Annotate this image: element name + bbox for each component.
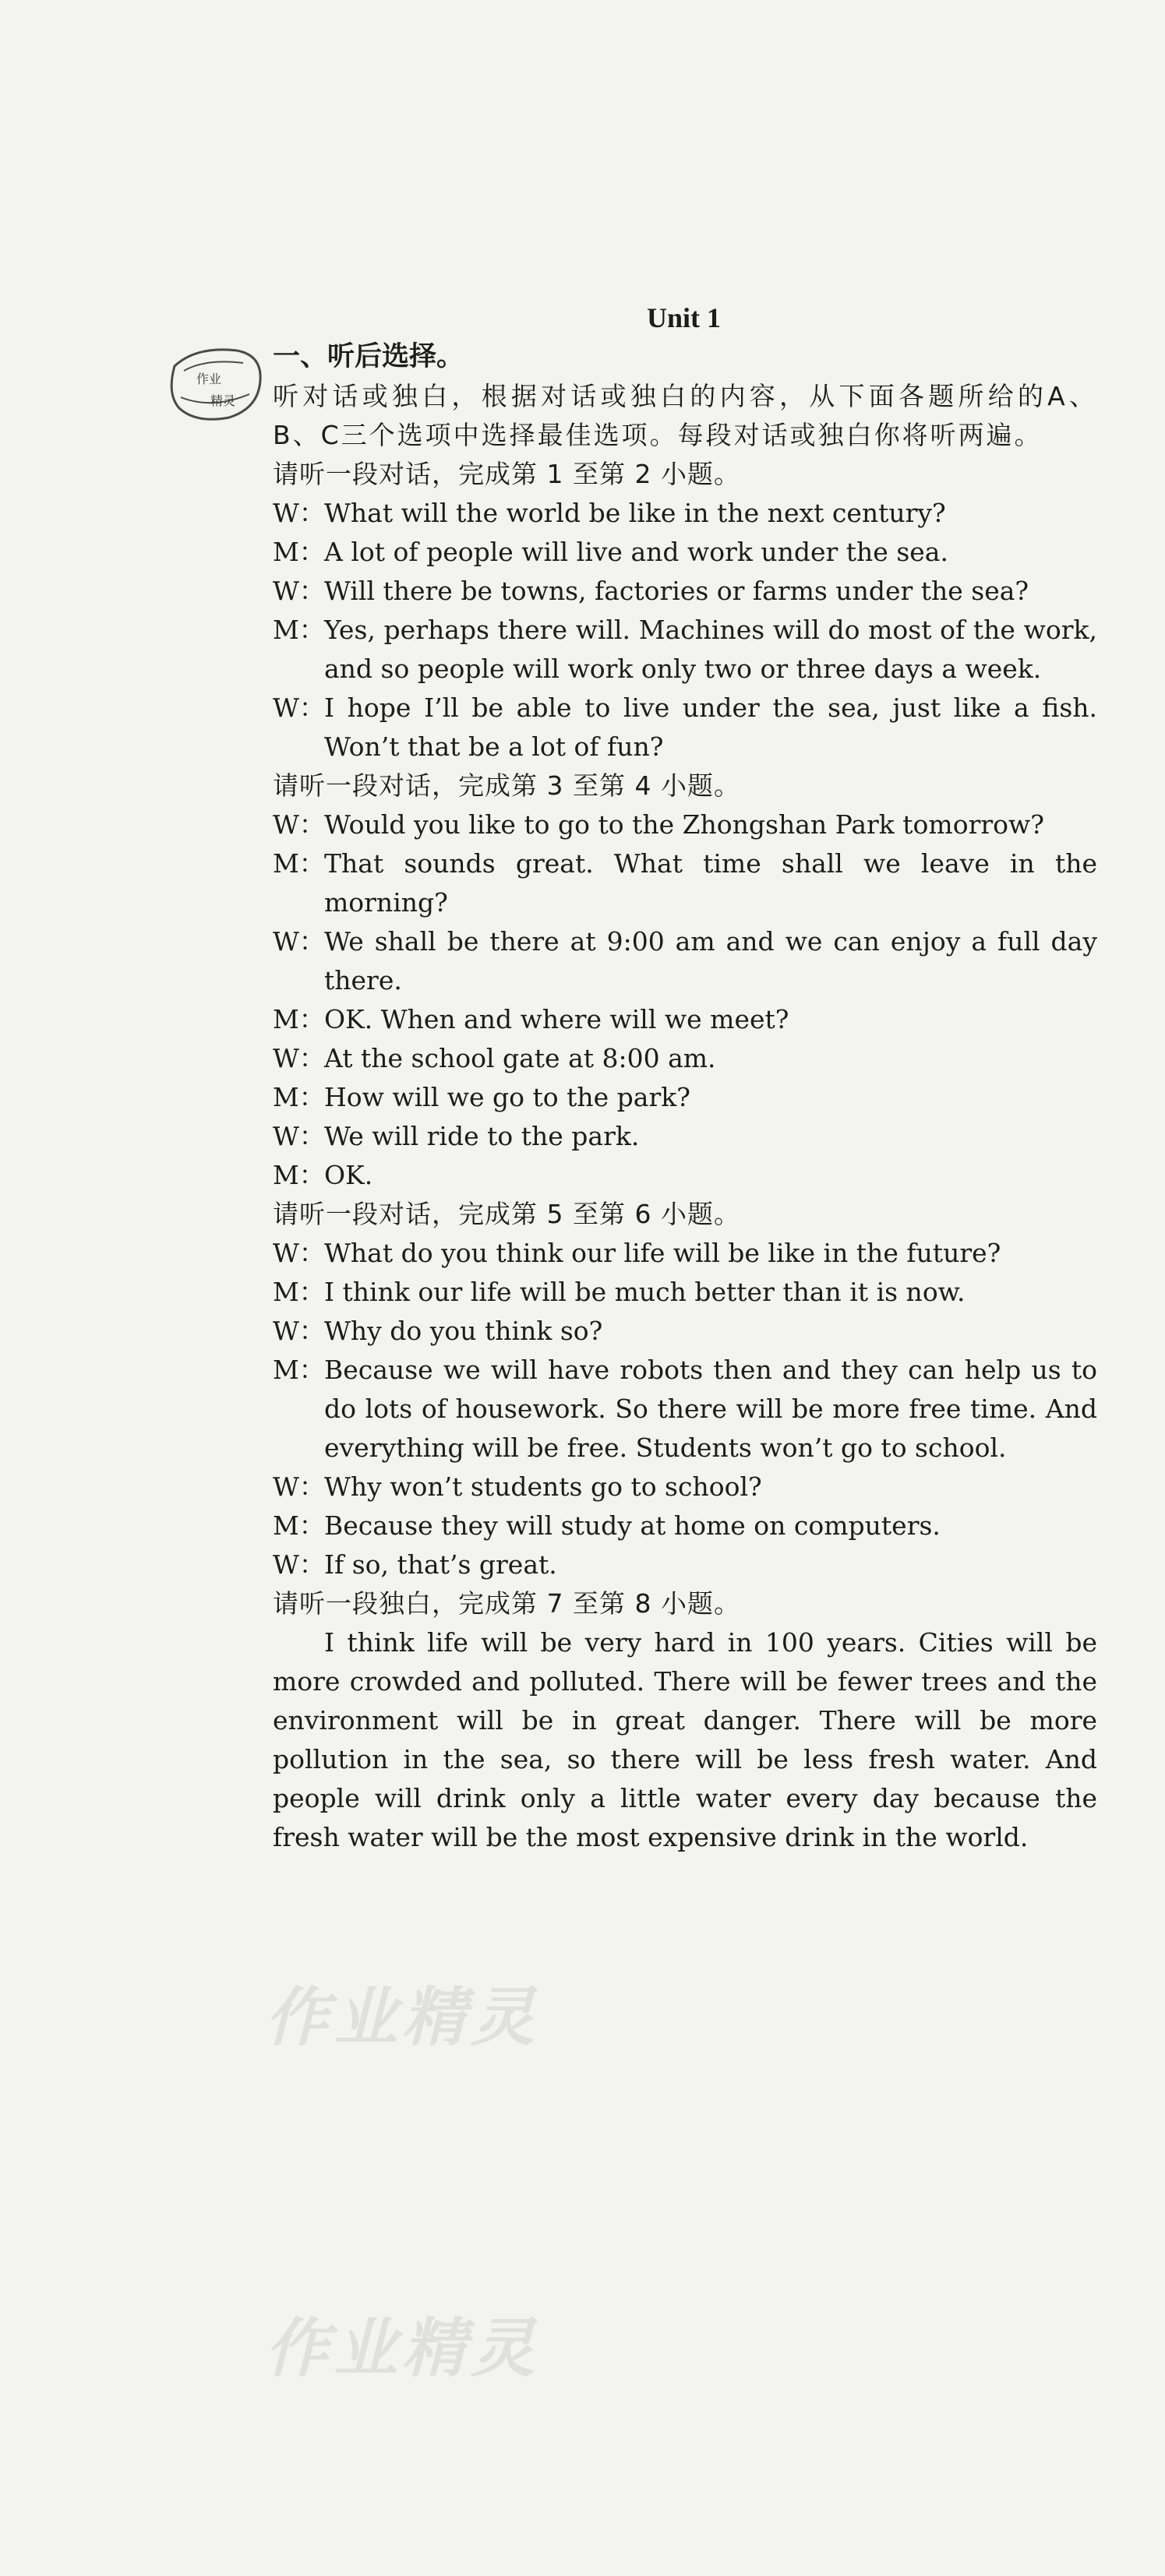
section-heading: 一、听后选择。 xyxy=(273,341,464,372)
part-4-instruction: 请听一段独白，完成第 7 至第 8 小题。 xyxy=(273,1588,740,1619)
line-text: Yes, perhaps there will. Machines will do most of the work, and so people will work only two or three days a week. xyxy=(324,615,1097,684)
dialogue-line xyxy=(273,1506,1097,1545)
speaker-label: W： xyxy=(273,1121,325,1151)
dialogue-line xyxy=(273,1000,1097,1039)
part-2-instruction: 请听一段对话，完成第 3 至第 4 小题。 xyxy=(273,770,740,801)
dialogue-line xyxy=(273,1117,1097,1156)
speaker-label: W： xyxy=(273,1238,325,1268)
speaker-label: M： xyxy=(273,1004,325,1034)
homework-badge-icon xyxy=(165,343,267,427)
line-text: We will ride to the park. xyxy=(324,1121,640,1151)
dialogue-line xyxy=(273,1234,1097,1273)
line-text: Would you like to go to the Zhongshan Park tomorrow? xyxy=(324,809,1044,840)
speaker-label: W： xyxy=(273,1471,325,1502)
section-intro: 听对话或独白，根据对话或独白的内容，从下面各题所给的A、B、C三个选项中选择最佳选项。每段对话或独白你将听两遍。 xyxy=(273,381,1097,450)
monologue-text: I think life will be very hard in 100 years. Cities will be more crowded and polluted. There will be fewer trees and the environment will be in great danger. There will be more pollution in the sea, so there will be less fresh water. And people will drink only a little water every day because the fresh water will be the most expensive drink in the world. xyxy=(273,1627,1097,1852)
line-text: A lot of people will live and work under the sea. xyxy=(324,537,948,567)
line-text: That sounds great. What time shall we leave in the morning? xyxy=(324,848,1097,918)
dialogue-line xyxy=(273,689,1097,766)
line-text: If so, that’s great. xyxy=(324,1549,557,1580)
dialogue-line xyxy=(273,1156,1097,1195)
speaker-label: W： xyxy=(273,1316,325,1346)
line-text: Because they will study at home on computers. xyxy=(324,1510,941,1541)
line-text: OK. When and where will we meet? xyxy=(324,1004,789,1034)
line-text: Because we will have robots then and they can help us to do lots of housework. So there will be more free time. And everything will be free. Students won’t go to school. xyxy=(324,1355,1097,1463)
speaker-label: M： xyxy=(273,615,325,645)
exercise-content xyxy=(273,337,1097,1857)
dialogue-line xyxy=(273,611,1097,689)
dialogue-line xyxy=(273,1351,1097,1468)
dialogue-line xyxy=(273,1312,1097,1351)
dialogue-line xyxy=(273,494,1097,533)
speaker-label: W： xyxy=(273,576,325,606)
line-text: How will we go to the park? xyxy=(324,1082,690,1112)
dialogue-line xyxy=(273,572,1097,611)
line-text: At the school gate at 8:00 am. xyxy=(324,1043,716,1073)
badge-top-text: 作业 xyxy=(196,372,222,386)
line-text: Will there be towns, factories or farms under the sea? xyxy=(324,576,1029,606)
dialogue-line xyxy=(273,922,1097,1000)
speaker-label: W： xyxy=(273,692,325,723)
speaker-label: W： xyxy=(273,498,325,528)
dialogue-line xyxy=(273,805,1097,844)
speaker-label: M： xyxy=(273,848,325,879)
line-text: Why do you think so? xyxy=(324,1316,603,1346)
speaker-label: M： xyxy=(273,1510,325,1541)
dialogue-line xyxy=(273,844,1097,922)
speaker-label: M： xyxy=(273,1355,325,1385)
line-text: I think our life will be much better than it is now. xyxy=(324,1277,966,1307)
speaker-label: W： xyxy=(273,1549,325,1580)
speaker-label: M： xyxy=(273,537,325,567)
dialogue-line xyxy=(273,1273,1097,1312)
dialogue-line xyxy=(273,1468,1097,1506)
dialogue-line xyxy=(273,533,1097,572)
speaker-label: W： xyxy=(273,1043,325,1073)
line-text: We shall be there at 9:00 am and we can enjoy a full day there. xyxy=(324,926,1097,996)
line-text: Why won’t students go to school? xyxy=(324,1471,762,1502)
watermark-1: 作业精灵 xyxy=(265,1981,539,2055)
speaker-label: W： xyxy=(273,926,325,957)
unit-title: Unit 1 xyxy=(646,302,721,333)
badge-bottom-text: 精灵 xyxy=(210,393,236,408)
dialogue-line xyxy=(273,1039,1097,1078)
part-1-instruction: 请听一段对话，完成第 1 至第 2 小题。 xyxy=(273,459,740,489)
speaker-label: M： xyxy=(273,1277,325,1307)
watermark-2: 作业精灵 xyxy=(265,2312,539,2386)
line-text: OK. xyxy=(324,1160,373,1190)
dialogue-line xyxy=(273,1078,1097,1117)
part-3-instruction: 请听一段对话，完成第 5 至第 6 小题。 xyxy=(273,1199,740,1229)
dialogue-line xyxy=(273,1545,1097,1584)
line-text: I hope I’ll be able to live under the sea, just like a fish. Won’t that be a lot of fun? xyxy=(324,692,1097,762)
line-text: What do you think our life will be like in the future? xyxy=(324,1238,1001,1268)
speaker-label: W： xyxy=(273,809,325,840)
speaker-label: M： xyxy=(273,1160,325,1190)
speaker-label: M： xyxy=(273,1082,325,1112)
line-text: What will the world be like in the next century? xyxy=(324,498,946,528)
